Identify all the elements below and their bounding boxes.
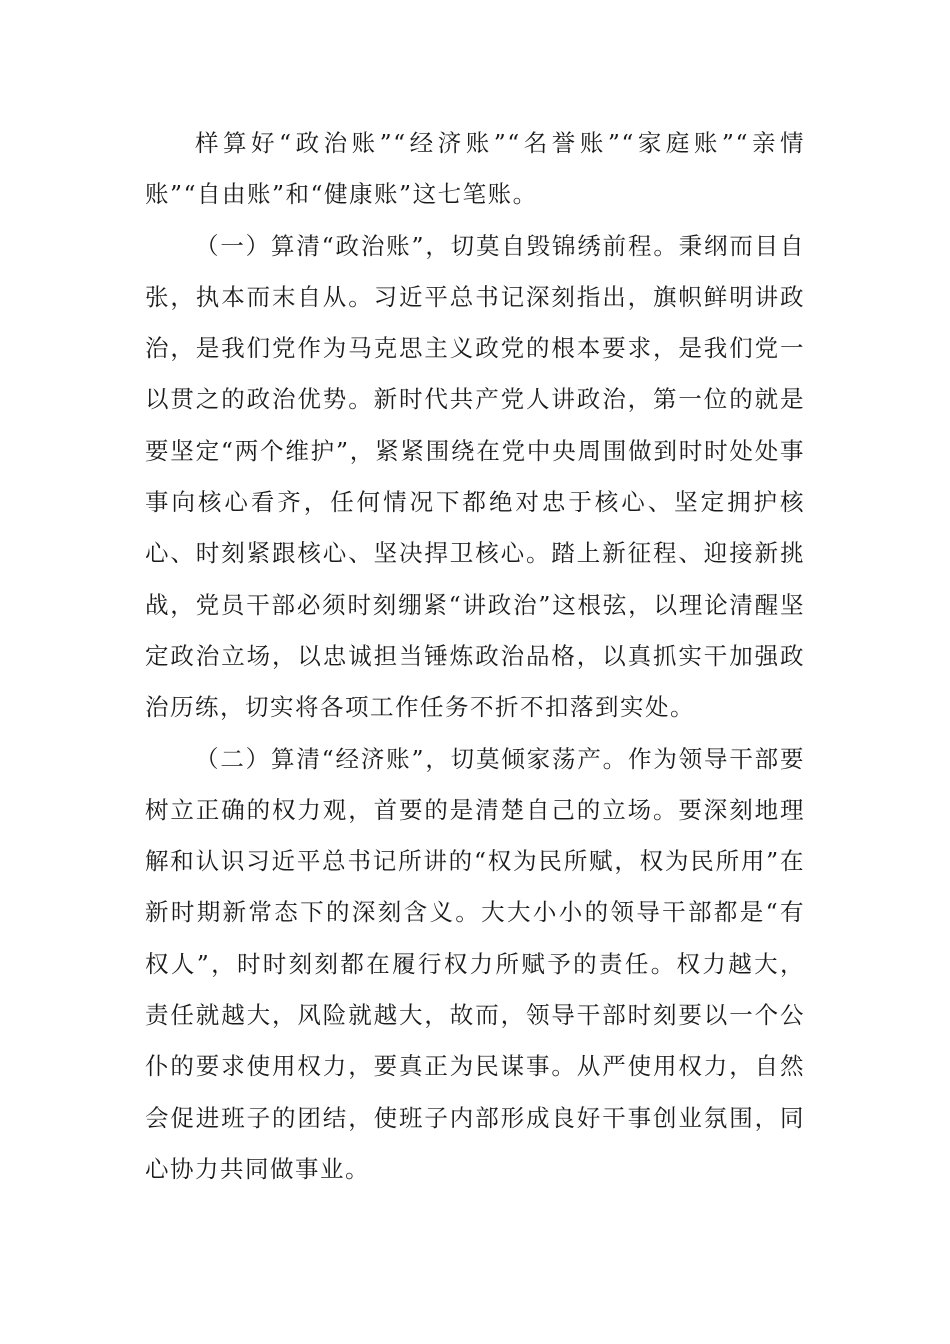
paragraph-economic-account: （二）算清“经济账”，切莫倾家荡产。作为领导干部要树立正确的权力观，首要的是清楚自己的立场。要深刻地理解和认识习近平总书记所讲的“权为民所赋，权为民所用”在新时期新常态下的深刻含义。大大小小的领导干部都是“有权人”，时时刻刻都在履行权力所赋予的责任。权力越大，责任就越大，风险就越大，故而，领导干部时刻要以一个公仆的要求使用权力，要真正为民谋事。从严使用权力，自然会促进班子的团结，使班子内部形成良好干事创业氛围，同心协力共同做事业。 xyxy=(145,744,805,1183)
paragraph-political-account: （一）算清“政治账”，切莫自毁锦绣前程。秉纲而目自张，执本而末自从。习近平总书记深刻指出，旗帜鲜明讲政治，是我们党作为马克思主义政党的根本要求，是我们党一以贯之的政治优势。新时代共产党人讲政治，第一位的就是要坚定“两个维护”，紧紧围绕在党中央周围做到时时处处事事向核心看齐，任何情况下都绝对忠于核心、坚定拥护核心、时刻紧跟核心、坚决捍卫核心。踏上新征程、迎接新挑战，党员干部必须时刻绷紧“讲政治”这根弦，以理论清醒坚定政治立场，以忠诚担当锤炼政治品格，以真抓实干加强政治历练，切实将各项工作任务不折不扣落到实处。 xyxy=(145,231,805,722)
paragraph-continued-intro: 样算好“政治账”“经济账”“名誉账”“家庭账”“亲情账”“自由账”和“健康账”这七笔账。 xyxy=(145,129,805,209)
document-page xyxy=(145,118,805,1195)
